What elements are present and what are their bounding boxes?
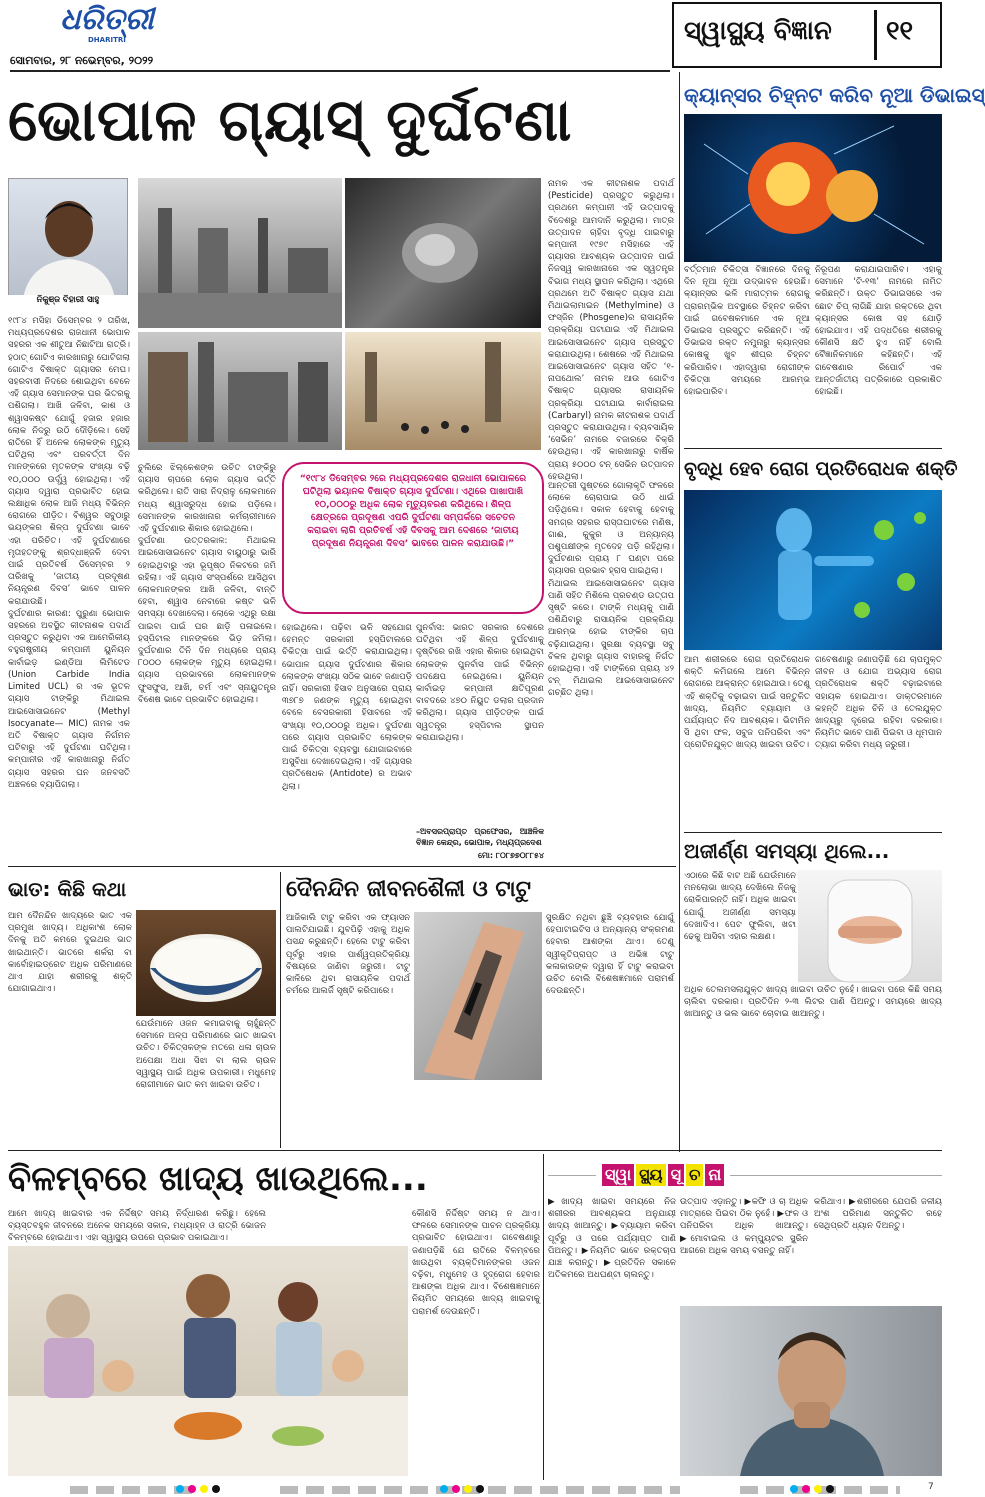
tips-column-1: ▶ଖାଦ୍ୟ ଖାଇବା ସମୟରେ ନିଜ ଶରୀରର ଆବଶ୍ୟକତା ଅନୁଯାୟୀ ଖାଦ୍ୟ ଖାଆନ୍ତୁ। ▶ବ୍ୟାୟାମ କରିବା ପୂର୍ବରୁ ଓ ପରେ ପର୍ଯ୍ୟାପ୍ତ ପାଣି ପିଅନ୍ତୁ। ▶ନିୟମିତ ଭାବେ ରକ୍ତଚାପ ଯାଞ୍ଚ କରାନ୍ତୁ। ▶ପ୍ରତିଦିନ ସକାଳେ ଅତିକମରେ ଅଧଘଣ୍ଟା ଚାଲନ୍ତୁ। — [548, 1197, 676, 1281]
lead-mobile: ମୋ: ୮୦୮୭୭୦୮୮୫୪ — [478, 851, 544, 860]
late-food-column-1: ଆମେ ଖାଦ୍ୟ ଖାଇବାର ଏକ ନିର୍ଦ୍ଦିଷ୍ଟ ସମୟ ନିର୍ଦ୍ଧାରଣ କରିଛୁ। ହେଲେ ବ୍ୟସ୍ତବହୁଳ ଜୀବନରେ ଅନେକ ସମୟରେ ସକାଳ, ମଧ୍ୟାହ୍ନ ଓ ରାତ୍ରି ଭୋଜନ ବିଳମ୍ବରେ ହୋଇଥାଏ। ଏହା ସ୍ୱାସ୍ଥ୍ୟ ଉପରେ ପ୍ରଭାବ ପକାଇଥାଏ। — [8, 1209, 266, 1244]
lead-column-6: ପୁନର୍ବାସ: ଭାରତ ସରକାର ଦେଶରେ ଘଟିଥିବା ଏହି ଶିଳ୍ପ ଦୁର୍ଘଟଣାକୁ ଦୃଷ୍ଟିରେ ରଖି ଏହାର ଶିକାର ହୋଇଥିବା ଲୋକଙ୍କ ପୁନର୍ବାସ ପାଇଁ ବିଭିନ୍ନ ପଦକ୍ଷେପ ନେଇଥିଲେ। ୟୁନିୟନ କାର୍ବାଇଡ଼ କମ୍ପାନୀ କ୍ଷତିପୂରଣ ବାବଦରେ ୪୭୦ ନିୟୁତ ଡଲାର ପ୍ରଦାନ କରିଥିଲା। ଗ୍ୟାସ ପୀଡ଼ିତଙ୍କ ପାଇଁ ସ୍ୱତନ୍ତ୍ର ହସ୍ପିଟାଲ ସ୍ଥାପନ କରାଯାଇଥିଲା। — [416, 623, 544, 743]
lead-byline: –ଅବସରପ୍ରାପ୍ତ ପ୍ରଫେସର, ଆଞ୍ଚଳିକ ବିଜ୍ଞାନ କେନ୍ଦ୍ର, ଭୋପାଳ, ମଧ୍ୟପ୍ରଦେଶ — [416, 827, 544, 847]
pull-quote-box — [282, 462, 544, 614]
section-banner — [672, 2, 942, 68]
cancer-headline: କ୍ୟାନ୍ସର ଚିହ୍ନଟ କରିବ ନୂଆ ଡିଭାଇସ୍ — [684, 83, 985, 107]
tattoo-left-rule — [280, 872, 281, 1148]
indigestion-top-rule — [684, 832, 942, 833]
tattoo-headline: ଦୈନନ୍ଦିନ ଜୀବନଶୈଳୀ ଓ ଟାଟୁ — [286, 877, 531, 902]
print-dot-black-3 — [826, 1485, 834, 1493]
indigestion-column-2: ଅଧିକ ତେଲମସଲାଯୁକ୍ତ ଖାଦ୍ୟ ଖାଇବା ଉଚିତ ନୁହେଁ। ଖାଇବା ପରେ କିଛି ସମୟ ଚାଲିବା ଦରକାର। ପ୍ରତିଦିନ ୨-୩ ଲିଟର ପାଣି ପିଅନ୍ତୁ। ସମୟରେ ଖାଦ୍ୟ ଖାଆନ୍ତୁ ଓ ଭଲ ଭାବେ ଚୋବାଇ ଖାଆନ୍ତୁ। — [684, 985, 942, 1020]
tips-column-3: କରିଥାଏ। ▶ଶରୀରରେ ଯେପରି ଜଳୀୟ ଅଂଶ ପରିମାଣ ସନ୍ତୁଳିତ ରହେ ସେଥିପ୍ରତି ଧ୍ୟାନ ଦିଅନ୍ତୁ। — [814, 1197, 942, 1232]
lead-bottom-rule — [8, 866, 676, 867]
print-dot-yellow-2 — [464, 1485, 472, 1493]
tips-heading-part-4: ଚ — [686, 1164, 703, 1186]
author-photo — [8, 178, 128, 298]
immunity-headline: ବୃଦ୍ଧି ହେବ ରୋଗ ପ୍ରତିରୋଧକ ଶକ୍ତି — [684, 458, 958, 480]
factory-photo-1 — [138, 178, 342, 328]
factory-photo-2 — [138, 332, 342, 450]
print-dot-black-2 — [476, 1485, 484, 1493]
lead-column-5: ହୋଇଥିଲେ। ପଢ଼ିବା ଭଳି ସହଯୋଗ ହେମନ୍ତ ସରକାରୀ ହସ୍ପିଟାଲରେ ଚିକିତ୍ସା ପାଇଁ ଭର୍ତ୍ତି କରାଯାଇଥିଲା। ଭୋପାଳ ଗ୍ୟାସ ଦୁର୍ଘଟଣାର ଶିକାର ଲୋକଙ୍କ ସଂଖ୍ୟା ସଠିକ ଭାବେ ଜଣାପଡ଼ି ନାହିଁ। ସରକାରୀ ହିସାବ ଅନୁସାରେ ପ୍ରାୟ ୩୭୮୭ ଜଣଙ୍କ ମୃତ୍ୟୁ ହୋଇଥିବା ବେଳେ ବେସରକାରୀ ହିସାବରେ ଏହି ସଂଖ୍ୟା ୧୦,୦୦୦ରୁ ଅଧିକ। ଦୁର୍ଘଟଣା ପରେ ଗ୍ୟାସ ପ୍ରଭାବିତ ଲୋକଙ୍କ ପାଇଁ ଚିକିତ୍ସା ବ୍ୟବସ୍ଥା ଯୋଗାଇବାରେ ଅସୁବିଧା ଦେଖାଦେଇଥିଲା। ଏହି ଗ୍ୟାସର ପ୍ରତିଷେଧକ (Antidote) ର ଅଭାବ ଥିଲା। — [282, 623, 412, 792]
author-portrait-icon — [9, 179, 129, 299]
late-food-headline: ବିଳମ୍ବରେ ଖାଦ୍ୟ ଖାଉଥିଲେ... — [8, 1159, 428, 1199]
cancer-cell-image — [684, 114, 942, 262]
right-col-divider — [679, 72, 680, 1152]
tips-header-badge — [596, 1160, 730, 1190]
lead-column-4: ଆନ୍ତରୀ ପୁଷ୍ଟରେ ଗୋଲାକୃତି ଫଳରେ ଲୋକେ ଚୋରାପାଇ ଉଠି ଧାଇଁ ପଡ଼ିଥିଲେ। ସକାଳ ହେବାକୁ ହେବାକୁ ସମଗ୍ର ସହରର ରାସ୍ତାଘାଟରେ ମଣିଷ, ଗାଈ, କୁକୁର ଓ ଅନ୍ୟାନ୍ୟ ପଶୁପକ୍ଷୀଙ୍କ ମୃତଦେହ ପଡ଼ି ରହିଥିଲା। ଦୁର୍ଘଟଣାର ପ୍ରାୟ ୮ ଘଣ୍ଟା ପରେ ଗ୍ୟାସର ପ୍ରଭାବ ହ୍ରାସ ପାଇଥିଲା। ମିଥାଇଲ ଆଇସୋସାଇନେଟ ଗ୍ୟାସ ପାଣି ସହିତ ମିଶିଲେ ପ୍ରଚଣ୍ଡ ଉତ୍ତାପ ସୃଷ୍ଟି କରେ। ଟାଙ୍କି ମଧ୍ୟକୁ ପାଣି ପଶିଯିବାରୁ ରାସାୟନିକ ପ୍ରକ୍ରିୟା ଆରମ୍ଭ ହୋଇ ଟାଙ୍କିର ଚାପ ବଢ଼ିଯାଇଥିଲା। ସୁରକ୍ଷା ବ୍ୟବସ୍ଥା ସବୁ ବିକଳ ଥିବାରୁ ଗ୍ୟାସ ବାହାରକୁ ନିର୍ଗତ ହୋଇଥିଲା। ଏହି ଟାଙ୍କିରେ ପ୍ରାୟ ୪୨ ଟନ୍ ମିଥାଇଲ ଆଇସୋସାଇନେଟ ଗଚ୍ଛିତ ଥିଲା। — [548, 481, 674, 699]
protest-photo — [345, 332, 541, 450]
tattoo-arm-image — [414, 912, 542, 1080]
tips-column-2: ଉତ୍ପାଦ ଏଡ଼ାନ୍ତୁ। ▶କଫି ଓ ଚା ଅଧିକ ମାତ୍ରାରେ ପିଇବା ଠିକ ନୁହେଁ। ▶ଫଳ ଓ ପନିପରିବା ଅଧିକ ଖାଆନ୍ତୁ। ▶ମୋବାଇଲ ଓ କମ୍ପ୍ୟୁଟର ସ୍କ୍ରିନ ଆଗରେ ଅଧିକ ସମୟ ବସନ୍ତୁ ନାହିଁ। — [680, 1197, 808, 1256]
indigestion-column-1: ଏଠାରେ କିଛି ବାଟ ଅଛି ଯେଉଁମାନେ ମନଲୋଭା ଖାଦ୍ୟ ଦେଖିଲେ ନିଜକୁ ରୋକିପାରନ୍ତି ନାହିଁ। ଅଧିକ ଖାଇବା ଯୋଗୁଁ ଅଜୀର୍ଣ୍ଣ ସମସ୍ୟା ଦେଖାଦିଏ। ପେଟ ଫୁଲିବା, ଖଟା ଢେକୁ ଆସିବା ଏହାର ଲକ୍ଷଣ। — [684, 871, 796, 943]
tips-heading-part-2: ସ୍ଥ୍ୟ — [636, 1164, 665, 1186]
masthead-rule — [10, 70, 670, 72]
lead-column-3: ଚୁଲିରେ ଝିଲ୍‌କେଶଙ୍କ ଉଚିତ ଟାଙ୍କିରୁ ଗ୍ୟାସ ଚାପରେ ଲୋକ ଗ୍ୟାସ ଭର୍ତ୍ତି କରିଥିଲେ। ରାତି ସାରା ନିଦ୍ରାଳୁ ଲୋକମାନେ ମଧ୍ୟ ଶ୍ୱାସରୁଦ୍ଧ ହୋଇ ପଡ଼ିଲେ। ସେମାନଙ୍କ କାରଖାନାର କର୍ମଚାରୀମାନେ ଏହି ଦୁର୍ଘଟଣାର ଶିକାର ହୋଇଥିଲେ। ଦୁର୍ଘଟଣା ଉତ୍ତରକାଳ: ମିଥାଇଲ ଆଇସୋସାଇନେଟ ଗ୍ୟାସ ବାୟୁଠାରୁ ଭାରି ହୋଇଥିବାରୁ ଏହା ଭୂପୃଷ୍ଠ ନିକଟରେ ଜମି ରହିଲା। ଏହି ଗ୍ୟାସ ସଂସ୍ପର୍ଶରେ ଆସିଥିବା ଲୋକମାନଙ୍କର ଆଖି ଜଳିବା, ବାନ୍ତି ହେବା, ଶ୍ୱାସ ନେବାରେ କଷ୍ଟ ଭଳି ସମସ୍ୟା ଦେଖାଦେଲା। ଲୋକେ ଏଥିରୁ ରକ୍ଷା ପାଇବା ପାଇଁ ଘର ଛାଡ଼ି ପଳାଇଲେ। ହସ୍ପିଟାଲ ମାନଙ୍କରେ ଭିଡ଼ ଜମିଲା। ଦୁର୍ଘଟଣାର ତିନି ଦିନ ମଧ୍ୟରେ ପ୍ରାୟ ୮୦୦୦ ଲୋକଙ୍କ ମୃତ୍ୟୁ ହୋଇଥିଲା। ଗ୍ୟାସ ପ୍ରଭାବରେ ଲୋକମାନଙ୍କ ଫୁସଫୁସ, ଆଖି, ଚର୍ମ ଏବଂ ସ୍ନାୟୁତନ୍ତ୍ର ବିଶେଷ ଭାବେ ପ୍ରଭାବିତ ହୋଇଥିଲା। — [138, 463, 276, 705]
immunity-image — [684, 490, 942, 650]
masthead-logo[interactable] — [60, 4, 160, 44]
victim-photo — [345, 178, 541, 328]
author-name: ନିକୁଞ୍ଜ ବିହାରୀ ସାହୁ — [8, 295, 128, 305]
footer-page-number: 7 — [928, 1482, 934, 1492]
print-dot-yellow-3 — [814, 1485, 822, 1493]
tips-left-rule — [543, 1154, 544, 1480]
print-dot-magenta — [188, 1485, 196, 1493]
print-dot-magenta-2 — [452, 1485, 460, 1493]
print-dot-magenta-3 — [802, 1485, 810, 1493]
issue-date: ସୋମବାର, ୨୮ ନଭେମ୍ବର, ୨୦୨୨ — [10, 54, 154, 67]
logo-subtext: DHARITRI — [88, 36, 126, 44]
indigestion-headline: ଅଜୀର୍ଣ୍ଣ ସମସ୍ୟା ଥିଲେ... — [684, 839, 890, 863]
rice-column-2: ଯେଉଁମାନେ ଓଜନ କମାଇବାକୁ ଚାହୁଁଛନ୍ତି ସେମାନେ ଅଳ୍ପ ପରିମାଣରେ ଭାତ ଖାଇବା ଉଚିତ। ଚିକିତ୍ସକଙ୍କ ମତରେ ଧଳା ଚାଉଳ ଅପେକ୍ଷା ଅଧା ସିଝା ବା ଲାଲ ଚାଉଳ ସ୍ୱାସ୍ଥ୍ୟ ପାଇଁ ଅଧିକ ଉପକାରୀ। ମଧୁମେହ ରୋଗୀମାନେ ଭାତ କମ ଖାଇବା ଉଚିତ। — [136, 1019, 276, 1091]
print-dot-yellow — [200, 1485, 208, 1493]
footer-color-bars — [0, 1482, 945, 1497]
section-title: ସ୍ୱାସ୍ଥ୍ୟ ବିଜ୍ଞାନ — [684, 16, 832, 46]
middle-bottom-rule — [8, 1150, 942, 1151]
print-dot-cyan-2 — [440, 1485, 448, 1493]
lead-column-2-top: ନାମକ ଏକ କୀଟନାଶକ ପଦାର୍ଥ (Pesticide) ପ୍ରସ୍ତୁତ କରୁଥିଲା। ପ୍ରଥମେ କମ୍ପାନୀ ଏହି ଉତ୍ପାଦକୁ ବିଦେଶରୁ ଆମଦାନି କରୁଥିଲା। ମାତ୍ର ଉତ୍ପାଦନ ଚାହିଦା ବୃଦ୍ଧି ପାଇବାରୁ କମ୍ପାନୀ ୧୯୭୯ ମସିହାରେ ଏହି ଗ୍ୟାସର ଆବଶ୍ୟକ ଉତ୍ପାଦନ ପାଇଁ ନିଜସ୍ୱ କାରଖାନାରେ ଏକ ସ୍ୱତନ୍ତ୍ର ବିଭାଗ ମଧ୍ୟ ସ୍ଥାପନ କରିଥିଲା। ଏଥିରେ ପ୍ରଥମେ ଅତି ବିଷାକ୍ତ ଗ୍ୟାସ ଯଥା ମିଥାଇଲାମାଇନ (Methylmine) ଓ ଫସ୍‌ଜିନ (Phosgene)ର ରାସାୟନିକ ପ୍ରକ୍ରିୟା ଘଟାଯାଇ ଏହି ମିଥାଇଲ ଆଇସୋସାଇନେଟ ଗ୍ୟାସ ପ୍ରସ୍ତୁତ କରାଯାଉଥିଲା। ଶେଷରେ ଏହି ମିଥାଇଲ ଆଇସୋସାଇନେଟ ଗ୍ୟାସ ସହିତ ‘୧-ନାପଥୋଲ’ ନାମକ ଆଉ ଗୋଟିଏ ବିଷାକ୍ତ ଗ୍ୟାସର ରାସାୟନିକ ପ୍ରକ୍ରିୟା ଘଟାଯାଇ କାର୍ବାରାଇଲ (Carbaryl) ନାମକ କୀଟନାଶକ ପଦାର୍ଥ ପ୍ରସ୍ତୁତ କରାଯାଉଥିଲା। ବ୍ୟବସାୟିକ ‘ସେଭିନ’ ନାମରେ ବଜାରରେ ବିକ୍ରି ହେଉଥିଲା। ଏହି କାରଖାନାରୁ ବାର୍ଷିକ ପ୍ରାୟ ୫୦୦୦ ଟନ୍ ସେଭିନ ଉତ୍ପାଦନ ହେଉଥିଲା। — [548, 179, 674, 482]
immunity-column-2: ଗବେଷଣାରୁ ଜଣାପଡ଼ିଛି ଯେ ଚାପମୁକ୍ତ ଜୀବନ ଓ ଯୋଗ ଅଭ୍ୟାସ ରୋଗ ପ୍ରତିରୋଧକ ଶକ୍ତି ବଢ଼ାଇବାରେ ସହାୟକ ହୋଇଥାଏ। ଡାକ୍ତରମାନେ କହନ୍ତି ଅଧିକ ଚିନି ଓ ତେଲଯୁକ୍ତ ଖାଦ୍ୟରୁ ଦୂରେଇ ରହିବା ଦରକାର। ନିୟମିତ ଭାବେ ପାଣି ପିଇବା ଓ ଧୂମପାନ ତ୍ୟାଗ କରିବା ମଧ୍ୟ ଜରୁରୀ। — [815, 655, 942, 751]
immunity-top-rule — [684, 448, 942, 449]
tattoo-column-2: ସୁରକ୍ଷିତ ନଥିବା ଛୁଞ୍ଚି ବ୍ୟବହାର ଯୋଗୁଁ ହେପାଟାଇଟିସ ଓ ଅନ୍ୟାନ୍ୟ ସଂକ୍ରମଣ ହେବାର ଆଶଙ୍କା ଥାଏ। ତେଣୁ ସ୍ୱୀକୃତିପ୍ରାପ୍ତ ଓ ଅଭିଜ୍ଞ ଟାଟୁ କଳାକାରଙ୍କ ଦ୍ୱାରା ହିଁ ଟାଟୁ କରାଇବା ଉଚିତ ବୋଲି ବିଶେଷଜ୍ଞମାନେ ପରାମର୍ଶ ଦେଉଛନ୍ତି। — [546, 913, 674, 997]
logo-text: ଧରିତ୍ରୀ — [60, 2, 154, 37]
section-divider — [874, 10, 877, 60]
family-dinner-image — [8, 1246, 408, 1476]
lead-headline: ଭୋପାଳ ଗ୍ୟାସ୍ ଦୁର୍ଘଟଣା — [8, 86, 573, 154]
print-dot-cyan-3 — [790, 1485, 798, 1493]
health-tips-header — [548, 1160, 942, 1190]
tips-heading-part-3: ସୂ — [668, 1164, 684, 1186]
rice-headline: ଭାତ: କିଛି କଥା — [8, 877, 127, 901]
page-number: ୧୧ — [886, 16, 914, 46]
lead-column-1: ୧୯୮୪ ମସିହା ଡିସେମ୍ବର ୨ ତାରିଖ, ମଧ୍ୟପ୍ରଦେଶର ରାଜଧାନୀ ଭୋପାଳ ସହରର ଏକ ଶୀତୁଆ ନିଛାଟିଆ ରାତ୍ରି। ହଠାତ୍‌ ଗୋଟିଏ କାରଖାନାରୁ ଘୋଟିଗଲା ଗୋଟିଏ ବିଷାକ୍ତ ଗ୍ୟାସର ମେଘ। ସହରବାସୀ ନିଦରେ ଶୋଇଥିବା ବେଳେ ଏହି ଗ୍ୟାସ ସେମାନଙ୍କ ଘର ଭିତରକୁ ପଶିଗଲା। ଆଖି ଜଳିବା, କାଶ ଓ ଶ୍ୱାସକଷ୍ଟ ଯୋଗୁଁ ହଜାର ହଜାର ଲୋକ ନିଦରୁ ଉଠି ଦୌଡ଼ିଲେ। ସେହି ରାତିରେ ହିଁ ଅନେକ ଲୋକଙ୍କ ମୃତ୍ୟୁ ଘଟିଥିଲା ଏବଂ ପରବର୍ତ୍ତୀ ଦିନ ମାନଙ୍କରେ ମୃତକଙ୍କ ସଂଖ୍ୟା ବଢ଼ି ୧୦,୦୦୦ ଉର୍ଦ୍ଧ୍ୱ ହୋଇଥିଲା। ଏହି ଗ୍ୟାସ ଦ୍ୱାରା ପ୍ରଭାବିତ ହୋଇ ଲକ୍ଷାଧିକ ଲୋକ ଆଜି ମଧ୍ୟ ବିଭିନ୍ନ ରୋଗରେ ପୀଡ଼ିତ। ବିଶ୍ୱର ସବୁଠାରୁ ଭୟଙ୍କର ଶିଳ୍ପ ଦୁର୍ଘଟଣା ଭାବେ ଏହା ପରିଚିତ। ଏହି ଦୁର୍ଘଟଣାରେ ମୃତାହତଙ୍କୁ ଶ୍ରଦ୍ଧାଞ୍ଜଳି ଦେବା ପାଇଁ ପ୍ରତିବର୍ଷ ଡିସେମ୍ବର ୨ ତାରିଖକୁ ‘ଜାତୀୟ ପ୍ରଦୂଷଣ ନିୟନ୍ତ୍ରଣ ଦିବସ’ ଭାବେ ପାଳନ କରାଯାଉଛି। ଦୁର୍ଘଟଣାର କାରଣ: ପୁରୁଣା ଭୋପାଳ ସହରରେ ଅବସ୍ଥିତ କୀଟନାଶକ ପଦାର୍ଥ ପ୍ରସ୍ତୁତ କରୁଥିବା ଏକ ଆମେରିକୀୟ ବହୁରାଷ୍ଟ୍ରୀୟ କମ୍ପାନୀ ୟୁନିୟନ କାର୍ବାଇଡ଼ ଇଣ୍ଡିଆ ଲିମିଟେଡ (Union Carbide India Limited UCL) ର ଏକ ଭୂତଳ ଗ୍ୟାସ ଟାଙ୍କିରୁ ମିଥାଇଲ ଆଇସୋସାଇନେଟ (Methyl Isocyanate— MIC) ନାମକ ଏକ ଅତି ବିଷାକ୍ତ ଗ୍ୟାସ ନିର୍ଗମନ ଘଟିବାରୁ ଏହି ଦୁର୍ଘଟଣା ଘଟିଥିଲା। କମ୍ପାନୀର ଏହି କାରଖାନାରୁ ନିର୍ଗତ ଗ୍ୟାସ ସହରର ଘନ ଜନବସତି ଅଞ୍ଚଳରେ ବ୍ୟାପିଗଲା। — [8, 316, 130, 790]
thinking-man-image — [680, 1306, 942, 1476]
pull-quote-text: “୧୯୮୪ ଡିସେମ୍ବର ୨ରେ ମଧ୍ୟପ୍ରଦେଶର ରାଜଧାନୀ ଭୋପାଳରେ ଘଟିଥିଲା ଭୟାନକ ବିଷାକ୍ତ ଗ୍ୟାସ ଦୁର୍ଘଟଣା। ଏଥିରେ ପାଖାପାଖି ୧୦,୦୦୦ରୁ ଅଧିକ ଲୋକ ମୃତ୍ୟୁବରଣ କରିଥିଲେ। ଶିଳ୍ପ କ୍ଷେତ୍ରରେ ପ୍ରଦୂଷଣ ଏପରି ଦୁର୍ଘଟଣା ସମ୍ପର୍କରେ ସଚେତନ କରାଇବା ଲାଗି ପ୍ରତିବର୍ଷ ଏହି ଦିବସକୁ ଆମ ଦେଶରେ ‘ଜାତୀୟ ପ୍ରଦୂଷଣ ନିୟନ୍ତ୍ରଣ ଦିବସ’ ଭାବରେ ପାଳନ କରାଯାଉଛି।” — [299, 473, 527, 549]
immunity-column-1: ଆମ ଶରୀରରେ ରୋଗ ପ୍ରତିରୋଧକ ଶକ୍ତି କମିଗଲେ ଆମେ ବିଭିନ୍ନ ରୋଗରେ ଆକ୍ରାନ୍ତ ହୋଇଥାଉ। ତେଣୁ ଏହି ଶକ୍ତିକୁ ବଢ଼ାଇବା ପାଇଁ ସନ୍ତୁଳିତ ଖାଦ୍ୟ, ନିୟମିତ ବ୍ୟାୟାମ ଓ ପର୍ଯ୍ୟାପ୍ତ ନିଦ ଆବଶ୍ୟକ। ଭିଟାମିନ ସି ଥିବା ଫଳ, ସବୁଜ ପନିପରିବା ଏବଂ ପ୍ରୋଟିନଯୁକ୍ତ ଖାଦ୍ୟ ଖାଇବା ଉଚିତ। — [684, 655, 810, 751]
tattoo-column-1: ଆଜିକାଲି ଟାଟୁ କରିବା ଏକ ଫ୍ୟାସନ ପାଲଟିଯାଇଛି। ଯୁବପିଢ଼ି ଏହାକୁ ଅଧିକ ପସନ୍ଦ କରୁଛନ୍ତି। ହେଲେ ଟାଟୁ କରିବା ପୂର୍ବରୁ ଏହାର ପାର୍ଶ୍ୱପ୍ରତିକ୍ରିୟା ବିଷୟରେ ଜାଣିବା ଜରୁରୀ। ଟାଟୁ କାଳିରେ ଥିବା ରାସାୟନିକ ପଦାର୍ଥ ଚର୍ମରେ ଆଲର୍ଜି ସୃଷ୍ଟି କରିପାରେ। — [286, 913, 410, 997]
indigestion-image — [798, 870, 942, 982]
tips-heading-part-1: ସ୍ୱା — [602, 1164, 634, 1186]
print-dot-cyan — [176, 1485, 184, 1493]
rice-column-1: ଆମ ଦୈନନ୍ଦିନ ଖାଦ୍ୟରେ ଭାତ ଏକ ପ୍ରମୁଖ ଖାଦ୍ୟ। ଅଧିକାଂଶ ଲୋକ ଦିନକୁ ଅତି କମରେ ଦୁଇଥର ଭାତ ଖାଇଥାନ୍ତି। ଭାତରେ ଶର୍କରା ବା କାର୍ବୋହାଇଡ୍ରେଟ ଅଧିକ ପରିମାଣରେ ଥାଏ ଯାହା ଶରୀରକୁ ଶକ୍ତି ଯୋଗାଇଥାଏ। — [8, 911, 132, 995]
rice-bowl-image — [136, 910, 276, 1016]
print-dot-black — [212, 1485, 220, 1493]
late-food-column-2: କୌଣସି ନିର୍ଦ୍ଦିଷ୍ଟ ସମୟ ନ ଥାଏ। ଫଳରେ ସେମାନଙ୍କ ପାଚନ ପ୍ରକ୍ରିୟା ପ୍ରଭାବିତ ହୋଇଥାଏ। ଗବେଷଣାରୁ ଜଣାପଡ଼ିଛି ଯେ ରାତିରେ ବିଳମ୍ବରେ ଖାଉଥିବା ବ୍ୟକ୍ତିମାନଙ୍କର ଓଜନ ବଢ଼ିବା, ମଧୁମେହ ଓ ହୃଦ୍‌ରୋଗ ହେବାର ଆଶଙ୍କା ଅଧିକ ଥାଏ। ବିଶେଷଜ୍ଞମାନେ ନିୟମିତ ସମୟରେ ଖାଦ୍ୟ ଖାଇବାକୁ ପରାମର୍ଶ ଦେଉଛନ୍ତି। — [412, 1209, 540, 1317]
cancer-column-1: ବର୍ତ୍ତମାନ ଚିକିତ୍ସା ବିଜ୍ଞାନରେ ଦିନକୁ ଦିନ ନୂଆ ନୂଆ ଉଦ୍ଭାବନ ହେଉଛି। କ୍ୟାନ୍ସର ଭଳି ମାରାତ୍ମକ ରୋଗକୁ ପ୍ରାରମ୍ଭିକ ଅବସ୍ଥାରେ ଚିହ୍ନଟ କରିବା ପାଇଁ ଗବେଷକମାନେ ଏକ ନୂଆ ଡିଭାଇସ ପ୍ରସ୍ତୁତ କରିଛନ୍ତି। ଏହି ଡିଭାଇସ ରକ୍ତ ନମୁନାରୁ କ୍ୟାନ୍ସର କୋଷକୁ ଖୁବ ଶୀଘ୍ର ଚିହ୍ନଟ କରିପାରିବ। ଏହାଦ୍ୱାରା ରୋଗୀଙ୍କ ଚିକିତ୍ସା ସମୟରେ ଆରମ୍ଭ ହୋଇପାରିବ। — [684, 265, 810, 398]
cancer-column-2: ନିରୂପଣ କରାଯାଇପାରିବ। ଏହାକୁ ସେମାନେ ‘ଟି-୧୩’ ନାମରେ ନାମିତ କରିଛନ୍ତି। ଉକ୍ତ ଡିଭାଇସରେ ଏକ ଛୋଟ ଚିପ୍ ଲାଗିଛି ଯାହା ରକ୍ତରେ ଥିବା କ୍ୟାନ୍ସର କୋଷ ସହ ଯୋଡ଼ି ହୋଇଯାଏ। ଏହି ପଦ୍ଧତିରେ ଶରୀରକୁ କୌଣସି କ୍ଷତି ହୁଏ ନାହିଁ ବୋଲି ବୈଜ୍ଞାନିକମାନେ କହିଛନ୍ତି। ଏହି ଗବେଷଣାର ରିପୋର୍ଟ ଏକ ଆନ୍ତର୍ଜାତୀୟ ପତ୍ରିକାରେ ପ୍ରକାଶିତ ହୋଇଛି। — [815, 265, 942, 398]
tips-heading-part-5: ନା — [705, 1164, 724, 1186]
